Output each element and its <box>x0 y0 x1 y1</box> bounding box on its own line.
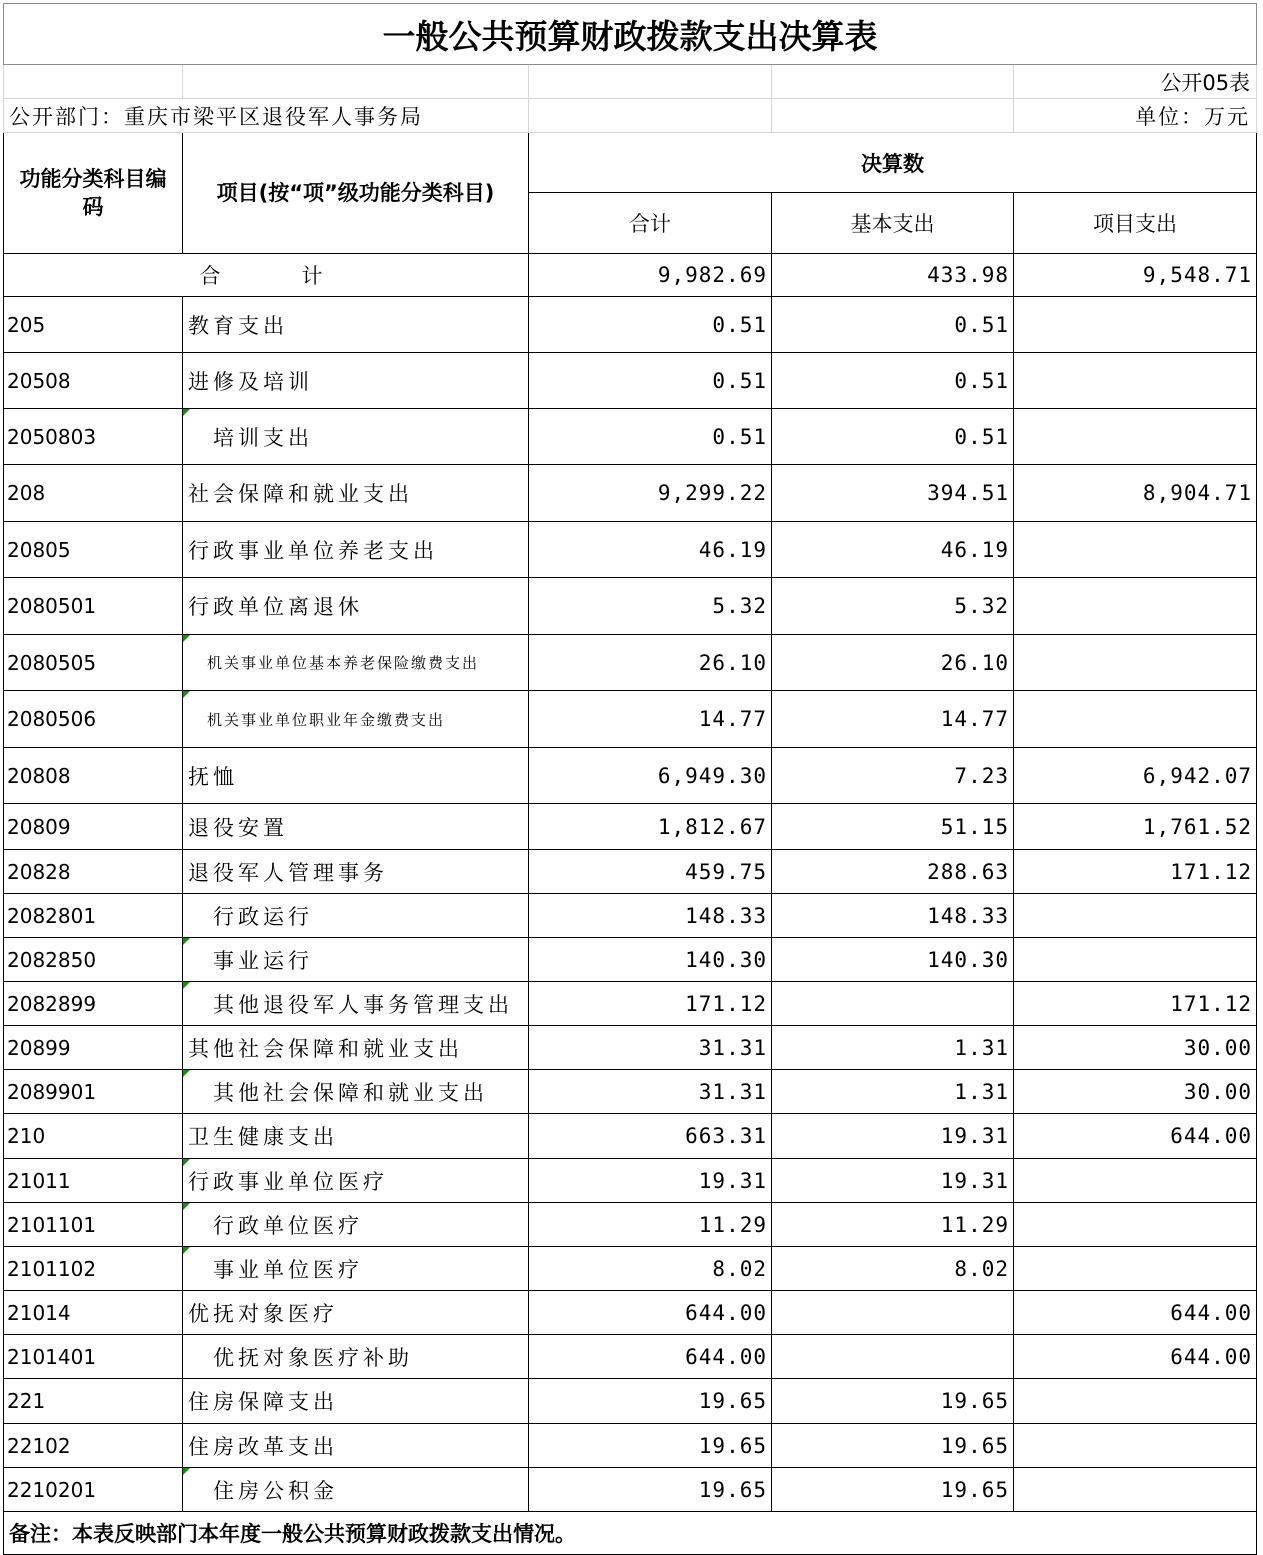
row-project <box>1014 1424 1257 1468</box>
row-basic: 5.32 <box>772 578 1014 635</box>
row-code: 20508 <box>4 353 183 409</box>
row-code: 2082801 <box>4 894 183 938</box>
row-name: 行政事业单位医疗 <box>183 1159 529 1203</box>
header-item: 项目(按“项”级功能分类科目) <box>183 133 529 254</box>
table-title: 一般公共预算财政拨款支出决算表 <box>4 4 1257 65</box>
row-total: 0.51 <box>529 297 772 353</box>
empty-cell <box>772 99 1014 133</box>
row-code: 2082899 <box>4 982 183 1026</box>
row-total: 459.75 <box>529 850 772 894</box>
row-basic: 8.02 <box>772 1247 1014 1291</box>
row-code: 2082850 <box>4 938 183 982</box>
row-project <box>1014 1468 1257 1512</box>
row-basic: 1.31 <box>772 1026 1014 1070</box>
row-project: 171.12 <box>1014 982 1257 1026</box>
row-basic: 1.31 <box>772 1070 1014 1114</box>
row-name: 退役军人管理事务 <box>183 850 529 894</box>
row-name: 优抚对象医疗 <box>183 1291 529 1335</box>
row-name: 住房改革支出 <box>183 1424 529 1468</box>
table-row <box>4 353 1257 409</box>
row-total: 6,949.30 <box>529 748 772 804</box>
row-project <box>1014 353 1257 409</box>
table-row <box>4 1335 1257 1379</box>
row-basic <box>772 1335 1014 1379</box>
table-row <box>4 938 1257 982</box>
row-project <box>1014 578 1257 635</box>
row-total: 1,812.67 <box>529 804 772 850</box>
table-row <box>4 522 1257 578</box>
table-row <box>4 635 1257 691</box>
table-row <box>4 1247 1257 1291</box>
row-code: 2080506 <box>4 691 183 748</box>
row-total: 644.00 <box>529 1291 772 1335</box>
header-code: 功能分类科目编码 <box>4 133 183 254</box>
row-name: 优抚对象医疗补助 <box>183 1335 529 1379</box>
budget-table <box>3 3 1257 1555</box>
row-code: 2089901 <box>4 1070 183 1114</box>
table-row <box>4 982 1257 1026</box>
table-row <box>4 465 1257 522</box>
row-project <box>1014 1247 1257 1291</box>
row-code: 20805 <box>4 522 183 578</box>
total-row-project: 9,548.71 <box>1014 254 1257 297</box>
row-project <box>1014 1159 1257 1203</box>
row-code: 20809 <box>4 804 183 850</box>
row-total: 14.77 <box>529 691 772 748</box>
table-row <box>4 691 1257 748</box>
table-row <box>4 1114 1257 1159</box>
row-total: 0.51 <box>529 353 772 409</box>
row-total: 31.31 <box>529 1070 772 1114</box>
empty-cell <box>772 65 1014 99</box>
row-total: 0.51 <box>529 409 772 465</box>
row-project <box>1014 691 1257 748</box>
row-total: 9,299.22 <box>529 465 772 522</box>
total-row-basic: 433.98 <box>772 254 1014 297</box>
row-code: 21014 <box>4 1291 183 1335</box>
cell-marker-icon <box>183 938 190 945</box>
row-code: 20828 <box>4 850 183 894</box>
row-name: 卫生健康支出 <box>183 1114 529 1159</box>
row-basic: 0.51 <box>772 297 1014 353</box>
header-total: 合计 <box>529 193 772 254</box>
row-total: 11.29 <box>529 1203 772 1247</box>
row-name: 机关事业单位基本养老保险缴费支出 <box>183 635 529 691</box>
table-row <box>4 1203 1257 1247</box>
table-row <box>4 850 1257 894</box>
row-name: 行政运行 <box>183 894 529 938</box>
row-code: 22102 <box>4 1424 183 1468</box>
empty-cell <box>529 99 772 133</box>
row-name: 行政事业单位养老支出 <box>183 522 529 578</box>
row-project <box>1014 635 1257 691</box>
unit-label: 单位：万元 <box>1014 99 1257 133</box>
row-basic: 51.15 <box>772 804 1014 850</box>
row-name: 行政单位离退休 <box>183 578 529 635</box>
row-basic <box>772 982 1014 1026</box>
row-basic: 148.33 <box>772 894 1014 938</box>
table-row <box>4 1379 1257 1424</box>
row-total: 171.12 <box>529 982 772 1026</box>
row-basic: 0.51 <box>772 409 1014 465</box>
row-code: 205 <box>4 297 183 353</box>
row-code: 2050803 <box>4 409 183 465</box>
row-project <box>1014 938 1257 982</box>
row-basic: 26.10 <box>772 635 1014 691</box>
row-code: 2210201 <box>4 1468 183 1512</box>
table-row <box>4 1159 1257 1203</box>
row-name: 住房保障支出 <box>183 1379 529 1424</box>
row-project: 1,761.52 <box>1014 804 1257 850</box>
row-total: 46.19 <box>529 522 772 578</box>
row-code: 2101401 <box>4 1335 183 1379</box>
department-label: 公开部门：重庆市梁平区退役军人事务局 <box>4 99 529 133</box>
row-total: 663.31 <box>529 1114 772 1159</box>
row-project <box>1014 522 1257 578</box>
footer-note: 备注：本表反映部门本年度一般公共预算财政拨款支出情况。 <box>4 1512 1257 1555</box>
row-name: 抚恤 <box>183 748 529 804</box>
row-basic: 288.63 <box>772 850 1014 894</box>
row-name: 其他退役军人事务管理支出 <box>183 982 529 1026</box>
header-project: 项目支出 <box>1014 193 1257 254</box>
table-row <box>4 804 1257 850</box>
row-project <box>1014 297 1257 353</box>
cell-marker-icon <box>183 409 190 416</box>
total-row-total: 9,982.69 <box>529 254 772 297</box>
row-name: 培训支出 <box>183 409 529 465</box>
row-code: 2101101 <box>4 1203 183 1247</box>
row-basic <box>772 1291 1014 1335</box>
cell-marker-icon <box>183 691 190 698</box>
empty-cell <box>529 65 772 99</box>
row-project: 30.00 <box>1014 1070 1257 1114</box>
row-name: 其他社会保障和就业支出 <box>183 1070 529 1114</box>
row-project: 30.00 <box>1014 1026 1257 1070</box>
header-basic: 基本支出 <box>772 193 1014 254</box>
row-basic: 19.31 <box>772 1159 1014 1203</box>
row-project: 8,904.71 <box>1014 465 1257 522</box>
row-basic: 140.30 <box>772 938 1014 982</box>
row-basic: 394.51 <box>772 465 1014 522</box>
row-project <box>1014 894 1257 938</box>
row-project <box>1014 1379 1257 1424</box>
row-code: 20899 <box>4 1026 183 1070</box>
header-final: 决算数 <box>529 133 1257 193</box>
table-row <box>4 1424 1257 1468</box>
row-total: 19.65 <box>529 1468 772 1512</box>
table-row <box>4 1468 1257 1512</box>
row-total: 31.31 <box>529 1026 772 1070</box>
row-code: 221 <box>4 1379 183 1424</box>
row-code: 2080505 <box>4 635 183 691</box>
row-code: 2080501 <box>4 578 183 635</box>
row-name: 社会保障和就业支出 <box>183 465 529 522</box>
cell-marker-icon <box>183 1247 190 1254</box>
row-code: 20808 <box>4 748 183 804</box>
empty-cell <box>4 65 183 99</box>
row-code: 208 <box>4 465 183 522</box>
row-basic: 11.29 <box>772 1203 1014 1247</box>
row-project: 171.12 <box>1014 850 1257 894</box>
row-name: 退役安置 <box>183 804 529 850</box>
cell-marker-icon <box>183 1203 190 1210</box>
row-basic: 7.23 <box>772 748 1014 804</box>
row-project: 644.00 <box>1014 1114 1257 1159</box>
row-code: 21011 <box>4 1159 183 1203</box>
table-row <box>4 894 1257 938</box>
cell-marker-icon <box>183 1070 190 1077</box>
row-basic: 14.77 <box>772 691 1014 748</box>
row-code: 2101102 <box>4 1247 183 1291</box>
cell-marker-icon <box>183 635 190 642</box>
cell-marker-icon <box>183 1468 190 1475</box>
row-basic: 19.65 <box>772 1424 1014 1468</box>
row-total: 19.31 <box>529 1159 772 1203</box>
row-total: 19.65 <box>529 1424 772 1468</box>
table-row <box>4 409 1257 465</box>
row-total: 644.00 <box>529 1335 772 1379</box>
row-name: 机关事业单位职业年金缴费支出 <box>183 691 529 748</box>
row-total: 148.33 <box>529 894 772 938</box>
table-row <box>4 578 1257 635</box>
table-number: 公开05表 <box>1014 65 1257 99</box>
table-row <box>4 748 1257 804</box>
row-basic: 19.65 <box>772 1379 1014 1424</box>
row-name: 住房公积金 <box>183 1468 529 1512</box>
row-name: 行政单位医疗 <box>183 1203 529 1247</box>
row-basic: 46.19 <box>772 522 1014 578</box>
table-row <box>4 1026 1257 1070</box>
table-row <box>4 1291 1257 1335</box>
row-name: 其他社会保障和就业支出 <box>183 1026 529 1070</box>
row-basic: 19.65 <box>772 1468 1014 1512</box>
row-project: 644.00 <box>1014 1291 1257 1335</box>
cell-marker-icon <box>183 982 190 989</box>
row-code: 210 <box>4 1114 183 1159</box>
row-basic: 0.51 <box>772 353 1014 409</box>
row-name: 事业单位医疗 <box>183 1247 529 1291</box>
row-total: 140.30 <box>529 938 772 982</box>
row-basic: 19.31 <box>772 1114 1014 1159</box>
table-row <box>4 297 1257 353</box>
row-project <box>1014 409 1257 465</box>
row-total: 5.32 <box>529 578 772 635</box>
table-row <box>4 1070 1257 1114</box>
row-project <box>1014 1203 1257 1247</box>
row-name: 进修及培训 <box>183 353 529 409</box>
row-total: 26.10 <box>529 635 772 691</box>
cell-marker-icon <box>183 1159 190 1166</box>
row-total: 19.65 <box>529 1379 772 1424</box>
total-row-label: 合 计 <box>4 254 529 297</box>
row-total: 8.02 <box>529 1247 772 1291</box>
row-name: 事业运行 <box>183 938 529 982</box>
row-project: 6,942.07 <box>1014 748 1257 804</box>
empty-cell <box>183 65 529 99</box>
row-name: 教育支出 <box>183 297 529 353</box>
row-project: 644.00 <box>1014 1335 1257 1379</box>
